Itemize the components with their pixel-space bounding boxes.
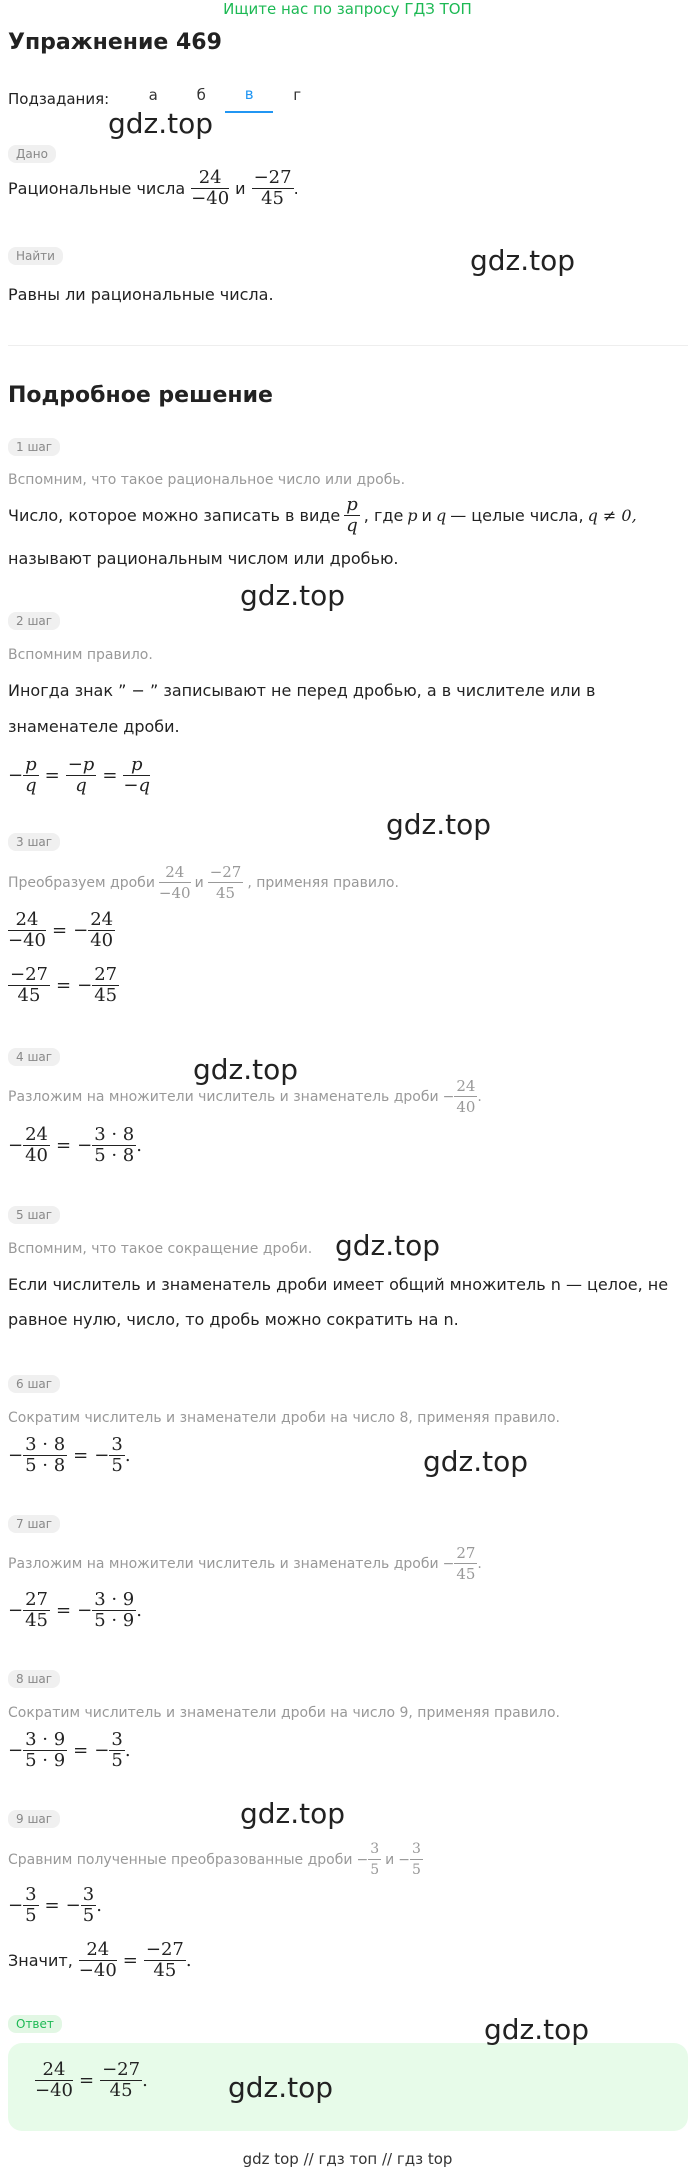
step-9-eq: − $\frac{3}{5}$ = − $\frac{3}{5}$ . [8, 1884, 102, 1926]
solution-heading: Подробное решение [8, 383, 273, 408]
condition-q: q ≠ 0, [587, 505, 637, 525]
step-1-text-d: и [421, 505, 432, 525]
find-text: Равны ли рациональные числа. [8, 285, 274, 304]
rule-equation: − $\frac{p}{q}$ = $\frac{-p}{q}$ = $\frac{p}{-q}$ [8, 754, 151, 796]
step-1-text-a: Число, которое можно записать в виде [8, 505, 341, 525]
subtasks-label: Подзадания: [8, 90, 110, 108]
step-7-text: Разложим на множители числитель и знаменатель дроби [8, 1555, 439, 1572]
given-f2-den: 45 [261, 188, 285, 209]
step-1-line-1 [8, 495, 637, 536]
watermark: gdz.top [240, 579, 346, 612]
conclusion-label: Значит, [8, 1951, 73, 1970]
watermark: gdz.top [193, 1053, 299, 1086]
step-4-tag: 4 шаг [8, 1048, 60, 1066]
step-6-tag: 6 шаг [8, 1375, 60, 1393]
tab-b[interactable]: б [196, 86, 206, 104]
given-fraction-1 [191, 168, 229, 209]
var-q: q [435, 505, 447, 525]
step-2-line-1: Иногда знак ” − ” записывают не перед дробью, а в числителе или в [8, 681, 596, 700]
given-label: Рациональные числа [8, 178, 186, 198]
step-3-text-c: , применяя правило. [247, 874, 399, 891]
var-p: p [407, 505, 418, 525]
step-2-line-2: знаменателе дроби. [8, 717, 180, 736]
step-7-eq: − $\frac{27}{45}$ = − $\frac{3 \cdot 9}{5 \cdot 9}$ . [8, 1589, 142, 1631]
step-5-line-1: Если числитель и знаменатель дроби имеет общий множитель n — целое, не [8, 1275, 669, 1294]
step-8-tag: 8 шаг [8, 1670, 60, 1688]
tab-g[interactable]: г [293, 86, 302, 104]
step-3-tag: 3 шаг [8, 833, 60, 851]
step-3-text-b: и [194, 874, 204, 891]
step-9-text-b: и [385, 1851, 395, 1868]
given-tag: Дано [8, 145, 56, 163]
given-f1-num: 24 [191, 168, 229, 189]
watermark: gdz.top [335, 1229, 441, 1262]
conclusion: Значит, $\frac{24}{-40}$ = $\frac{-27}{45}$ . [8, 1939, 192, 1981]
watermark: gdz.top [470, 244, 576, 277]
watermark: gdz.top [228, 2071, 334, 2104]
watermark: gdz.top [484, 2013, 590, 2046]
given-text: Рациональные числа $\frac{24}{-40}$ и $\frac{-27}{45}$ . [8, 167, 299, 209]
step-1-tag: 1 шаг [8, 438, 60, 456]
step-2-tag: 2 шаг [8, 612, 60, 630]
step-9-hint: Сравним полученные преобразованные дроби − $\frac{3}{5}$ и − $\frac{3}{5}$ [8, 1841, 421, 1878]
watermark: gdz.top [386, 808, 492, 841]
divider [8, 345, 688, 346]
step-6-eq: − $\frac{3 \cdot 8}{5 \cdot 8}$ = − $\frac{3}{5}$ . [8, 1434, 131, 1476]
fraction-p-q: $\frac{p}{q}$ [346, 494, 358, 536]
step-1-text-b: , где [363, 505, 404, 525]
given-fraction-2 [252, 168, 294, 209]
step-3-eq-2: $\frac{-27}{45}$ = − $\frac{27}{45}$ [10, 964, 118, 1006]
step-7-hint: Разложим на множители числитель и знаменатель дроби − $\frac{27}{45}$ . [8, 1544, 482, 1583]
watermark: gdz.top [423, 1445, 529, 1478]
watermark: gdz.top [108, 107, 214, 140]
answer-tag: Ответ [8, 2015, 62, 2033]
step-7-tag: 7 шаг [8, 1515, 60, 1533]
given-and: и [235, 178, 246, 198]
given-f1-den: −40 [191, 188, 230, 209]
answer-eq: $\frac{24}{-40}$ = $\frac{-27}{45}$ . [35, 2059, 148, 2101]
step-9-text-a: Сравним полученные преобразованные дроби [8, 1851, 353, 1868]
step-3-hint: Преобразуем дроби $\frac{24}{-40}$ и $\frac{-27}{45}$ , применяя правило. [8, 863, 399, 902]
top-banner[interactable]: Ищите нас по запросу ГДЗ ТОП [223, 0, 472, 18]
step-4-text: Разложим на множители числитель и знаменатель дроби [8, 1088, 439, 1105]
step-6-hint: Сократим числитель и знаменатели дроби на число 8, применяя правило. [8, 1410, 560, 1426]
step-4-hint: Разложим на множители числитель и знаменатель дроби − $\frac{24}{40}$ . [8, 1077, 482, 1116]
step-5-tag: 5 шаг [8, 1206, 60, 1224]
watermark: gdz.top [240, 1797, 346, 1830]
footer-links[interactable]: gdz top // гдз топ // гдз top [242, 2150, 453, 2168]
step-5-hint: Вспомним, что такое сокращение дроби. [8, 1241, 313, 1257]
tab-a[interactable]: а [148, 86, 158, 104]
step-1-text-f: — целые числа, [450, 505, 584, 525]
page-title: Упражнение 469 [8, 30, 222, 55]
step-3-eq-1: $\frac{24}{-40}$ = − $\frac{24}{40}$ [8, 909, 114, 951]
step-1-line-2: называют рациональным числом или дробью. [8, 549, 399, 568]
step-5-line-2: равное нулю, число, то дробь можно сократить на n. [8, 1310, 459, 1329]
step-9-tag: 9 шаг [8, 1810, 60, 1828]
step-8-hint: Сократим числитель и знаменатели дроби на число 9, применяя правило. [8, 1705, 560, 1721]
step-2-hint: Вспомним правило. [8, 647, 153, 663]
step-3-text-a: Преобразуем дроби [8, 874, 155, 891]
tab-v[interactable]: в [225, 85, 273, 113]
given-f2-num: −27 [253, 167, 292, 188]
step-1-hint: Вспомним, что такое рациональное число или дробь. [8, 472, 406, 488]
step-8-eq: − $\frac{3 \cdot 9}{5 \cdot 9}$ = − $\frac{3}{5}$ . [8, 1729, 131, 1771]
find-tag: Найти [8, 247, 63, 265]
step-4-eq: − $\frac{24}{40}$ = − $\frac{3 \cdot 8}{5 \cdot 8}$ . [8, 1124, 142, 1166]
